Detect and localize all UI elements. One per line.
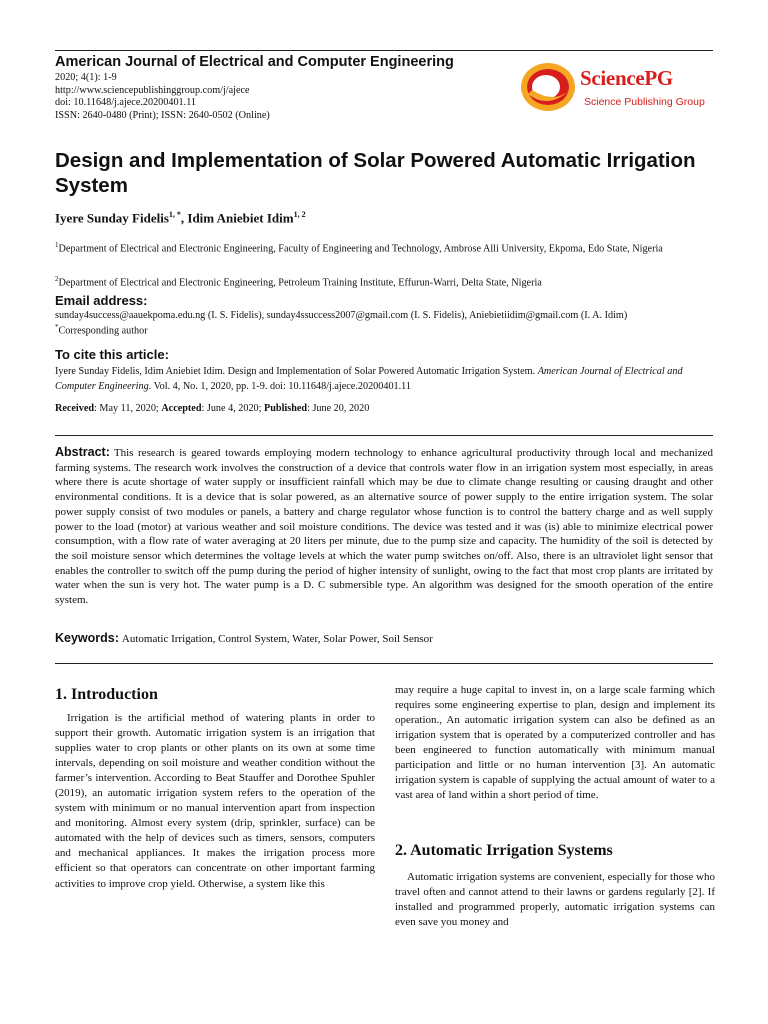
affiliation-text: Department of Electrical and Electronic Engineering, Faculty of Engineering and Technology, Ambrose Alli University, Ekpoma, Edo State, Nigeria xyxy=(58,243,663,255)
received-date: : May 11, 2020; xyxy=(94,403,162,414)
abstract xyxy=(55,445,713,608)
automatic-irrigation-paragraph: Automatic irrigation systems are convenient, especially for those who travel often and cannot attend to their lawns or gardens regularly [2]. If installed and programmed properly, automatic irrigation systems can even save you money and xyxy=(395,871,715,929)
logo-subtitle: Science Publishing Group xyxy=(584,96,705,108)
affiliation-number: 2 xyxy=(55,275,59,283)
received-label: Received xyxy=(55,403,95,414)
corresponding-author-note xyxy=(55,323,148,336)
introduction-paragraph: Irrigation is the artificial method of watering plants in order to support their growth. Automatic irrigation system is an irrigation that supplies water to crop plants or other plants on its own at some time intervals, depending on soil moisture and weather condition without the farmer’s intervention. According to Beat Stauffer and Dorothee Spuhler (2019), an automatic irrigation system refers to the operation of the system with minimum or no manual intervention apart from inspection and monitoring. Almost every system (drip, sprinkler, surface) can be automated with the help of devices such as timers, sensors, computers and mechanical appliances. It makes the irrigation process more efficient so that operators can concentrate on other important farming activities to improve crop yield. Otherwise, a system like this xyxy=(55,712,375,890)
article-dates xyxy=(55,403,369,414)
article-title: Design and Implementation of Solar Powered Automatic Irrigation System xyxy=(55,149,696,197)
author-affiliation-mark: 1, 2 xyxy=(293,210,306,219)
abstract-text: This research is geared towards employing modern technology to enhance agricultural productivity through local and mechanized farming systems. The research work involves the construction of a device that controls water flow in an irrigation system most especially, in areas where there is acute shortage of water supply or insufficient rainfall which may be due to climate change resulting or causing draught and other environmental conditions. It is a device that is solar powered, as an alternative source of power supply to the entire irrigation system. The solar power supply consist of two modules or panels, a battery and charge regulator whose function is to control the battery charge and as well supply power to the load (motor) at various weather and soil moisture conditions. The device was tested and it was (is) able to minimize electrical power consumption, with a flow rate of water averaging at 20 liters per minute, due to the pump size and capacity. The humidity of the soil is detected by the soil moisture sensor which determines the voltage levels at which the water pump switches on/off. Also, there is an ultraviolet light sensor that enables the controller to switch off the pump during the period of higher intensity of sunlight, owing to the fact that most crop plants are irritated by water when the sun is very hot. The water pump is a D. C submersible type. An algorithm was designed for the smooth operation of the entire system. xyxy=(55,447,713,607)
published-label: Published xyxy=(264,403,308,414)
paper-page xyxy=(55,0,713,1024)
keywords-text: Automatic Irrigation, Control System, Water, Solar Power, Soil Sensor xyxy=(121,633,433,645)
header-rule xyxy=(55,50,713,51)
logo-name: SciencePG xyxy=(580,66,673,90)
affiliation-2 xyxy=(55,273,715,289)
journal-name: American Journal of Electrical and Computer Engineering xyxy=(55,54,454,70)
journal-doi: doi: 10.11648/j.ajece.20200401.11 xyxy=(55,97,196,108)
cite-heading: To cite this article: xyxy=(55,347,169,362)
volume-pages: 2020; 4(1): 1-9 xyxy=(55,72,117,83)
affiliation-text: Department of Electrical and Electronic Engineering, Petroleum Training Institute, Effurun-Warri, Delta State, Nigeria xyxy=(58,277,542,289)
citation xyxy=(55,364,715,394)
affiliation-number: 1 xyxy=(55,241,59,249)
email-addresses[interactable]: sunday4success@aauekpoma.edu.ng (I. S. Fidelis), sunday4ssuccess2007@gmail.com (I. S. Fidelis), Aniebietiidim@gmail.com (I. A. Idim) xyxy=(55,310,628,321)
citation-details: . Vol. 4, No. 1, 2020, pp. 1-9. doi: 10.11648/j.ajece.20200401.11 xyxy=(148,381,411,392)
introduction-continued-paragraph: may require a huge capital to invest in, on a large scale farming which requires some engineering expertise to plan, design and implement its operation., An automatic irrigation system can also be defined as an irrigation system that is operated by a computerized controller and has been engineered to function automatically with minimum manual participation and little or no human intervention [3]. An automatic irrigation system is capable of supplying the actual amount of water to a vast area of land within a short period of time. xyxy=(395,684,715,802)
journal-meta xyxy=(55,72,270,122)
keywords-label: Keywords: xyxy=(55,631,119,645)
author-line xyxy=(55,210,306,226)
sciencepg-logo xyxy=(518,60,718,116)
author-separator: , xyxy=(180,210,188,226)
affiliation-1 xyxy=(55,239,715,255)
keywords xyxy=(55,631,433,645)
section-heading-automatic-irrigation: 2. Automatic Irrigation Systems xyxy=(395,842,613,859)
author-name: Idim Aniebiet Idim xyxy=(187,210,294,226)
abstract-bottom-rule xyxy=(55,663,713,664)
author-affiliation-mark: 1, * xyxy=(168,210,181,219)
section-heading-introduction: 1. Introduction xyxy=(55,686,158,703)
published-date: : June 20, 2020 xyxy=(307,403,370,414)
accepted-label: Accepted xyxy=(161,403,202,414)
accepted-date: : June 4, 2020; xyxy=(201,403,265,414)
sciencepg-logo-mark xyxy=(518,60,578,116)
citation-authors-title: Iyere Sunday Fidelis, Idim Aniebiet Idim. Design and Implementation of Solar Powered Automatic Irrigation System. xyxy=(55,366,538,377)
citation-journal: American Journal of Electrical and Computer Engineering xyxy=(55,366,683,392)
abstract-label: Abstract: xyxy=(55,445,110,459)
corresponding-mark: * xyxy=(55,323,59,331)
abstract-top-rule xyxy=(55,435,713,436)
author-name: Iyere Sunday Fidelis xyxy=(55,210,169,226)
journal-url[interactable]: http://www.sciencepublishinggroup.com/j/ajece xyxy=(55,84,250,96)
journal-issn: ISSN: 2640-0480 (Print); ISSN: 2640-0502 (Online) xyxy=(55,109,270,121)
email-heading: Email address: xyxy=(55,293,148,308)
corresponding-text: Corresponding author xyxy=(58,325,148,337)
